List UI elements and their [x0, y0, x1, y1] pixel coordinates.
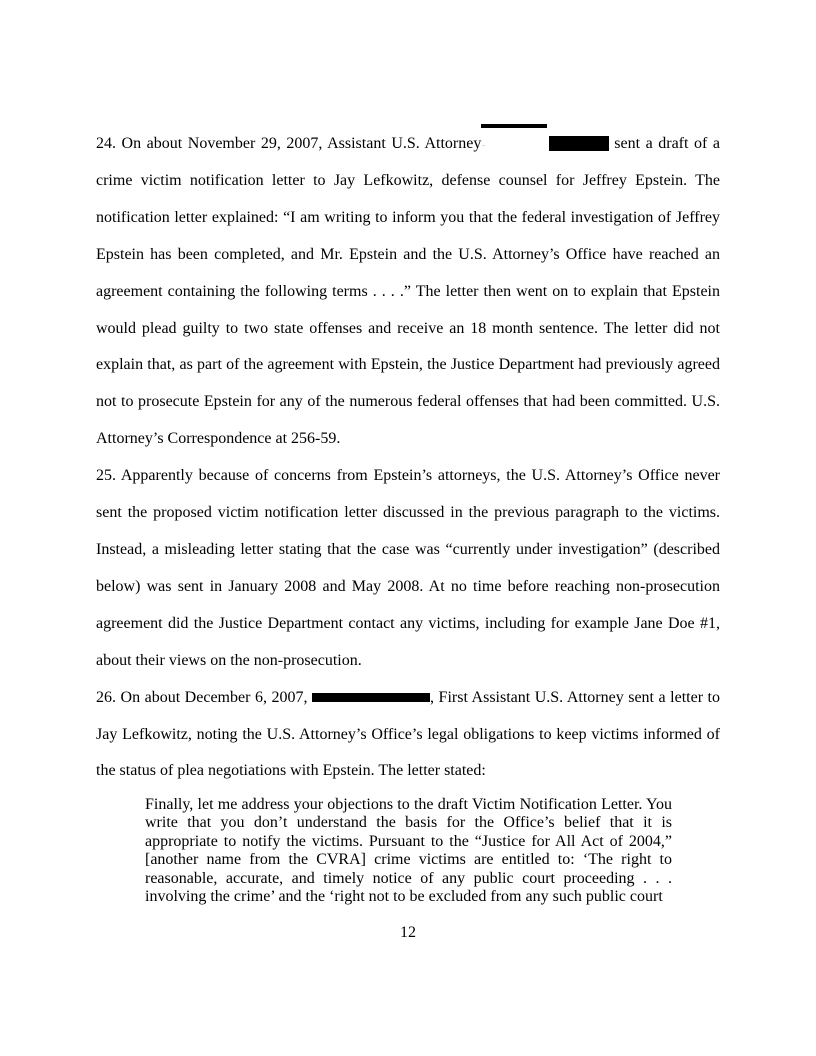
paragraph-26-start: 26. On about December 6, 2007, [96, 688, 313, 706]
block-quote: Finally, let me address your objections to the draft Victim Notification Letter. You write that you don’t understand the basis for the Office’s belief that it is appropriate to notify the victims. Pursuant to the “Justice for All Act of 2004,” [another name from the CVRA] crime victims are entitled to: ‘The right to reasonable, accurate, and timely notice of any public court proceeding . . . involving the crime’ and the ‘right not to be excluded from any such public court [145, 796, 672, 906]
paragraph-24 [96, 124, 720, 458]
paragraph-26-body: , First Assistant U.S. Attorney sent a letter to Jay Lefkowitz, noting the U.S. Attorney’s Office’s legal obligations to keep victims informed of the status of plea negotiations with Epstein. The letter stated: [96, 688, 721, 780]
page-number: 12 [400, 924, 416, 941]
redaction-bar [312, 693, 430, 702]
paragraph-26 [96, 680, 720, 791]
paragraph-24-start: 24. On about November 29, 2007, Assistant U.S. Attorney [96, 135, 482, 152]
redaction-box [549, 136, 609, 151]
paragraph-25: 25. Apparently because of concerns from Epstein’s attorneys, the U.S. Attorney’s Office never sent the proposed victim notification letter discussed in the previous paragraph to the victims. Instead, a misleading letter stating that the case was “currently under investigation” (described below) was sent in January 2008 and May 2008. At no time before reaching non-prosecution agreement did the Justice Department contact any victims, including for example Jane Doe #1, about their views on the non-prosecution. [96, 467, 720, 669]
paragraph-24-body: sent a draft of a crime victim notification letter to Jay Lefkowitz, defense counsel for Jeffrey Epstein. The notification letter explained: “I am writing to inform you that the federal investigation of Jeffrey Epstein has been completed, and Mr. Epstein and the U.S. Attorney’s Office have reached an agreement containing the following terms . . . .” The letter then went on to explain that Epstein would plead guilty to two state offenses and receive an 18 month sentence. The letter did not explain that, as part of the agreement with Epstein, the Justice Department had previously agreed not to prosecute Epstein for any of the numerous federal offenses that had been committed. U.S. Attorney’s Correspondence at 256-59. [96, 135, 720, 448]
redaction-bar: A. Marie [481, 124, 547, 128]
document-body [96, 124, 720, 790]
